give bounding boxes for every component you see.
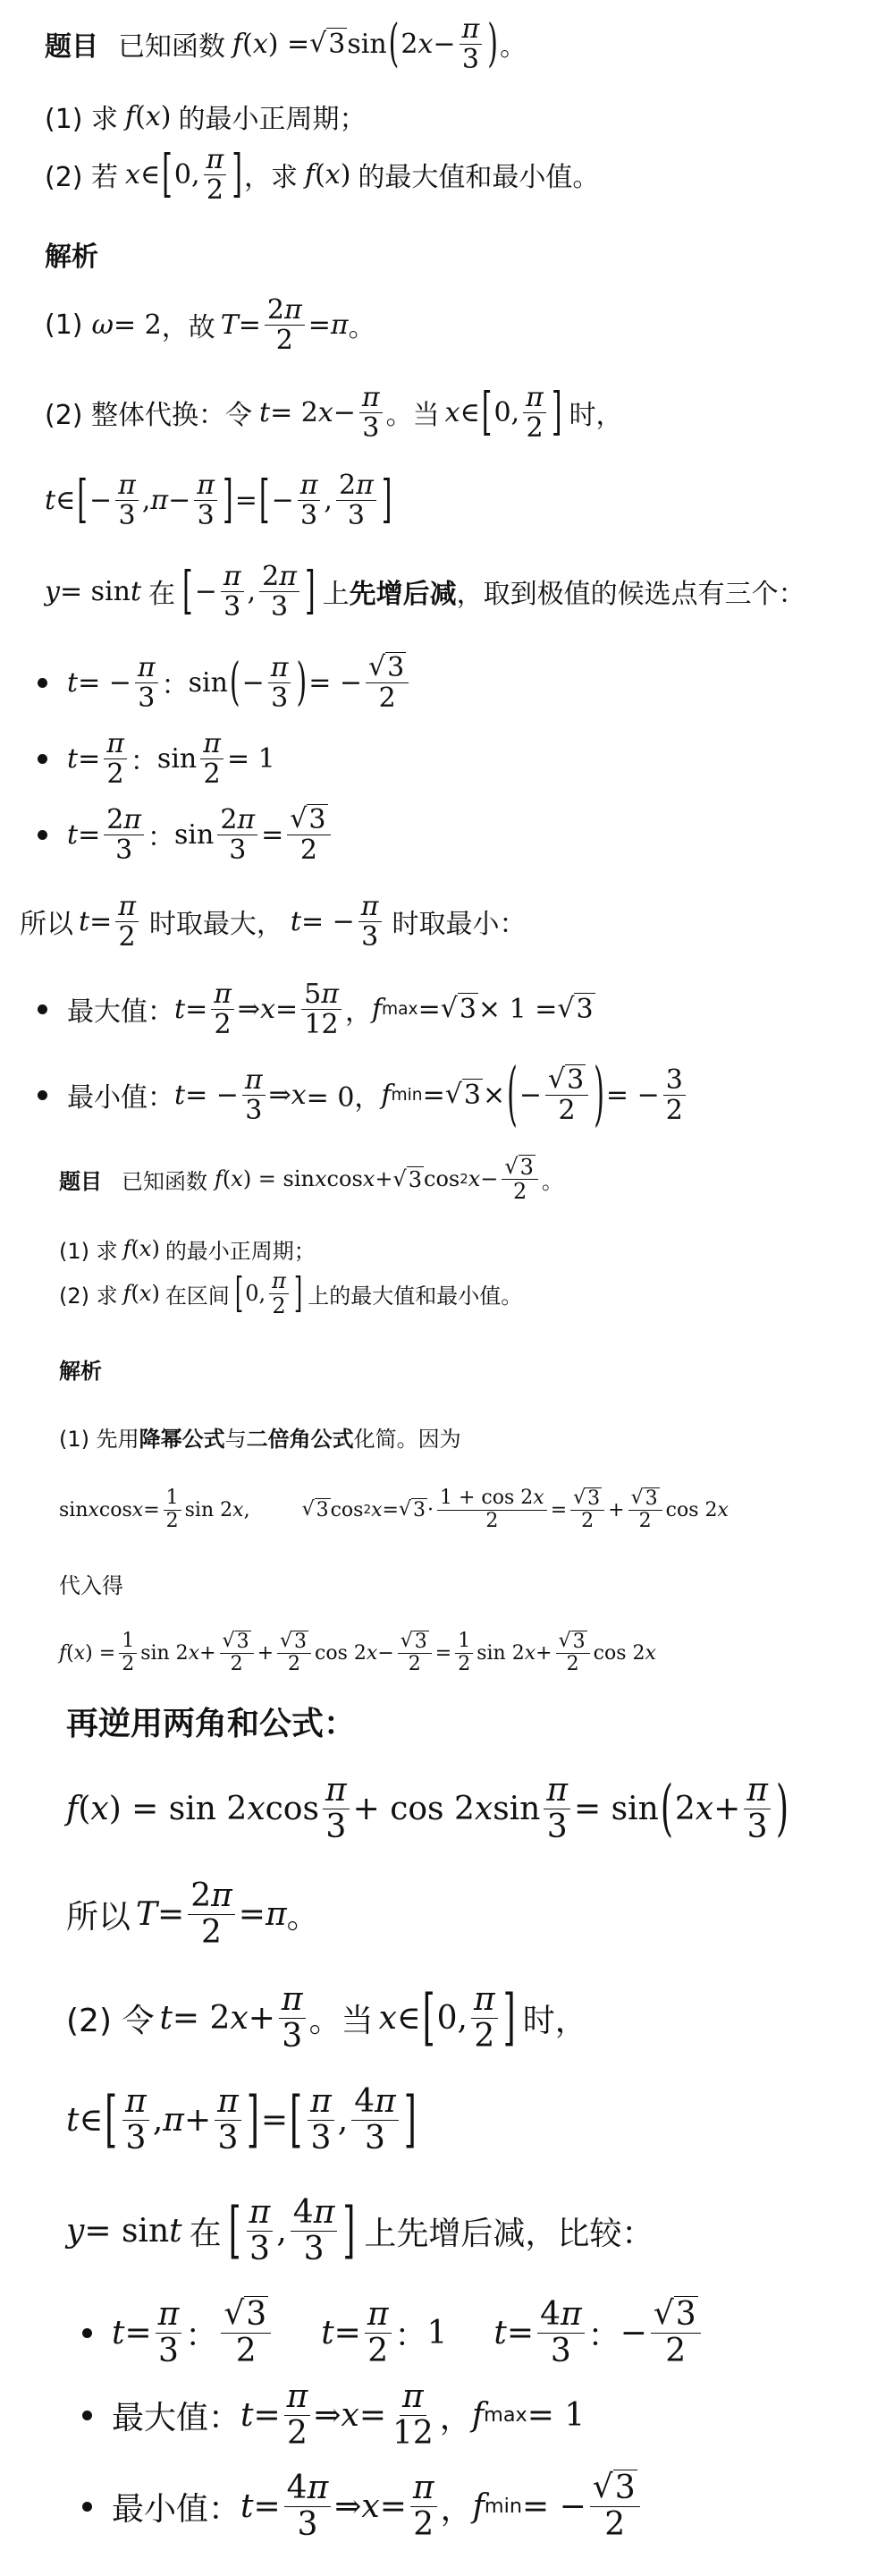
bullet-icon bbox=[38, 678, 47, 688]
problem1-a1: (1) ω = 2 ，故 T = $\frac{2\pi}{2}$ = π 。 bbox=[45, 293, 375, 356]
problem2-q2: (2) 求 f ( x ) 在区间 [ 0, $\frac{\pi}{2}$ ] 上的最大值和最小值。 bbox=[59, 1268, 523, 1318]
title-text: 已知函数 bbox=[118, 31, 225, 63]
bullet-icon bbox=[82, 2502, 92, 2512]
bullet-icon bbox=[82, 2328, 92, 2338]
problem2-max: 最大值： t = $\frac{\pi}{2}$ ⇒ x = $\frac{\pi}{12}$ ， f max = 1 bbox=[82, 2379, 585, 2451]
bullet-icon bbox=[38, 1090, 47, 1100]
problem2-identities: sin x cos x = $\frac{1}{2}$ sin 2 x , √ 3 cos 2 x = √ 3 · $\frac{1 + \cos 2x}{2}$ = √ 3 2 + √ 3 2 cos 2 x bbox=[59, 1486, 729, 1532]
problem1-a3: y = sin t 在 [ − $\frac{\pi}{3}$ , $\frac{2\pi}{3}$ ] 上 先增后减 ，取到极值的候选点有三个： bbox=[45, 560, 805, 623]
problem2-q1: (1) 求 f ( x ) 的最小正周期； bbox=[59, 1236, 316, 1264]
problem1-q1: (1) 求 f ( x ) 的最小正周期； bbox=[45, 100, 367, 135]
problem2-a3: y = sin t 在 [ $\frac{\pi}{3}$ , $\frac{4\pi}{3}$ ] 上先增后减，比较： bbox=[66, 2193, 654, 2267]
bullet-icon bbox=[38, 830, 47, 840]
problem1-conclusion: 所以 t = $\frac{\pi}{2}$ 时取最大， t = − $\frac{\pi}{3}$ 时取最小： bbox=[20, 890, 527, 953]
problem1-candidate-1: t = − $\frac{\pi}{3}$ ： sin ( − $\frac{\pi}{3}$ ) = − √ 3 2 bbox=[38, 642, 412, 723]
problem1-interval: t ∈ [ − $\frac{\pi}{3}$ , π − $\frac{\pi}{3}$ ] = [ − $\frac{\pi}{3}$ , $\frac{2\pi}{3}$ ] bbox=[45, 469, 392, 531]
problem2-sum-formula: f ( x ) = sin 2 x cos $\frac{\pi}{3}$ + cos 2 x sin $\frac{\pi}{3}$ = sin ( 2 x + $\frac{\pi}{3}$ ) bbox=[66, 1771, 789, 1845]
problem1-q2: (2) 若 x ∈ [ 0, $\frac{\pi}{2}$ ] ，求 f ( x ) 的最大值和最小值。 bbox=[45, 143, 600, 206]
problem2-reuse-heading: 再逆用两角和公式： bbox=[66, 1705, 357, 1742]
problem2-min: 最小值： t = $\frac{4\pi}{3}$ ⇒ x = $\frac{\pi}{2}$ ， f min = − √ 3 2 bbox=[82, 2462, 644, 2551]
bullet-icon bbox=[38, 1004, 47, 1014]
problem1-a2: (2) 整体代换：令 t = 2 x − $\frac{\pi}{3}$ 。当 x ∈ [ 0, $\frac{\pi}{2}$ ] 时， bbox=[45, 381, 623, 444]
title-label: 题目 bbox=[45, 31, 98, 63]
problem1-title: 题目 已知函数 f ( x ) = √ 3 sin ( 2 x − $\frac{\pi}{3}$ ) 。 bbox=[45, 13, 527, 75]
bullet-icon bbox=[82, 2411, 92, 2420]
problem1-analysis-heading: 解析 bbox=[45, 242, 98, 273]
problem2-a2: (2) 令 t = 2 x + $\frac{\pi}{3}$ 。当 x ∈ [ 0, $\frac{\pi}{2}$ ] 时， bbox=[66, 1980, 587, 2055]
problem2-simplified: f ( x ) = $\frac{1}{2}$ sin 2 x + √ 3 2 + √ 3 2 cos 2 x − √ 3 2 = $\frac{1}{2}$ sin 2 x + √ 3 2 cos 2 x bbox=[59, 1629, 656, 1675]
problem2-period: 所以 T = $\frac{2\pi}{2}$ = π 。 bbox=[66, 1877, 319, 1951]
problem2-title: 题目 已知函数 f ( x ) = sin x cos x + √ 3 cos 2 x − √ 3 2 。 bbox=[59, 1153, 563, 1204]
problem2-analysis-heading: 解析 bbox=[59, 1358, 102, 1384]
problem2-a1: (1) 先用 降幂公式 与 二倍角公式 化简。因为 bbox=[59, 1426, 461, 1452]
bullet-icon bbox=[38, 754, 47, 764]
problem1-candidate-2: t = $\frac{\pi}{2}$ ： sin $\frac{\pi}{2}$ = 1 bbox=[38, 723, 275, 794]
problem2-interval: t ∈ [ $\frac{\pi}{3}$ , π + $\frac{\pi}{3}$ ] = [ $\frac{\pi}{3}$ , $\frac{4\pi}{3}$ ] bbox=[66, 2082, 417, 2157]
problem2-substitute: 代入得 bbox=[59, 1572, 123, 1598]
problem2-comparison: t = $\frac{\pi}{3}$ ： √ 3 2 t = $\frac{\pi}{2}$ ： 1 t = $\frac{4\pi}{3}$ ： − √ 3 2 bbox=[82, 2290, 704, 2376]
problem1-min: 最小值： t = − $\frac{\pi}{3}$ ⇒ x = 0， f min = √ 3 × ( − √ 3 2 ) = − $\frac{3}{2}$ bbox=[38, 1052, 689, 1138]
problem1-max: 最大值： t = $\frac{\pi}{2}$ ⇒ x = $\frac{5\pi}{12}$ ， f max = √ 3 × 1 = √ 3 bbox=[38, 973, 595, 1045]
problem1-candidate-3: t = $\frac{2\pi}{3}$ ： sin $\frac{2\pi}{3}$ = √ 3 2 bbox=[38, 794, 334, 875]
